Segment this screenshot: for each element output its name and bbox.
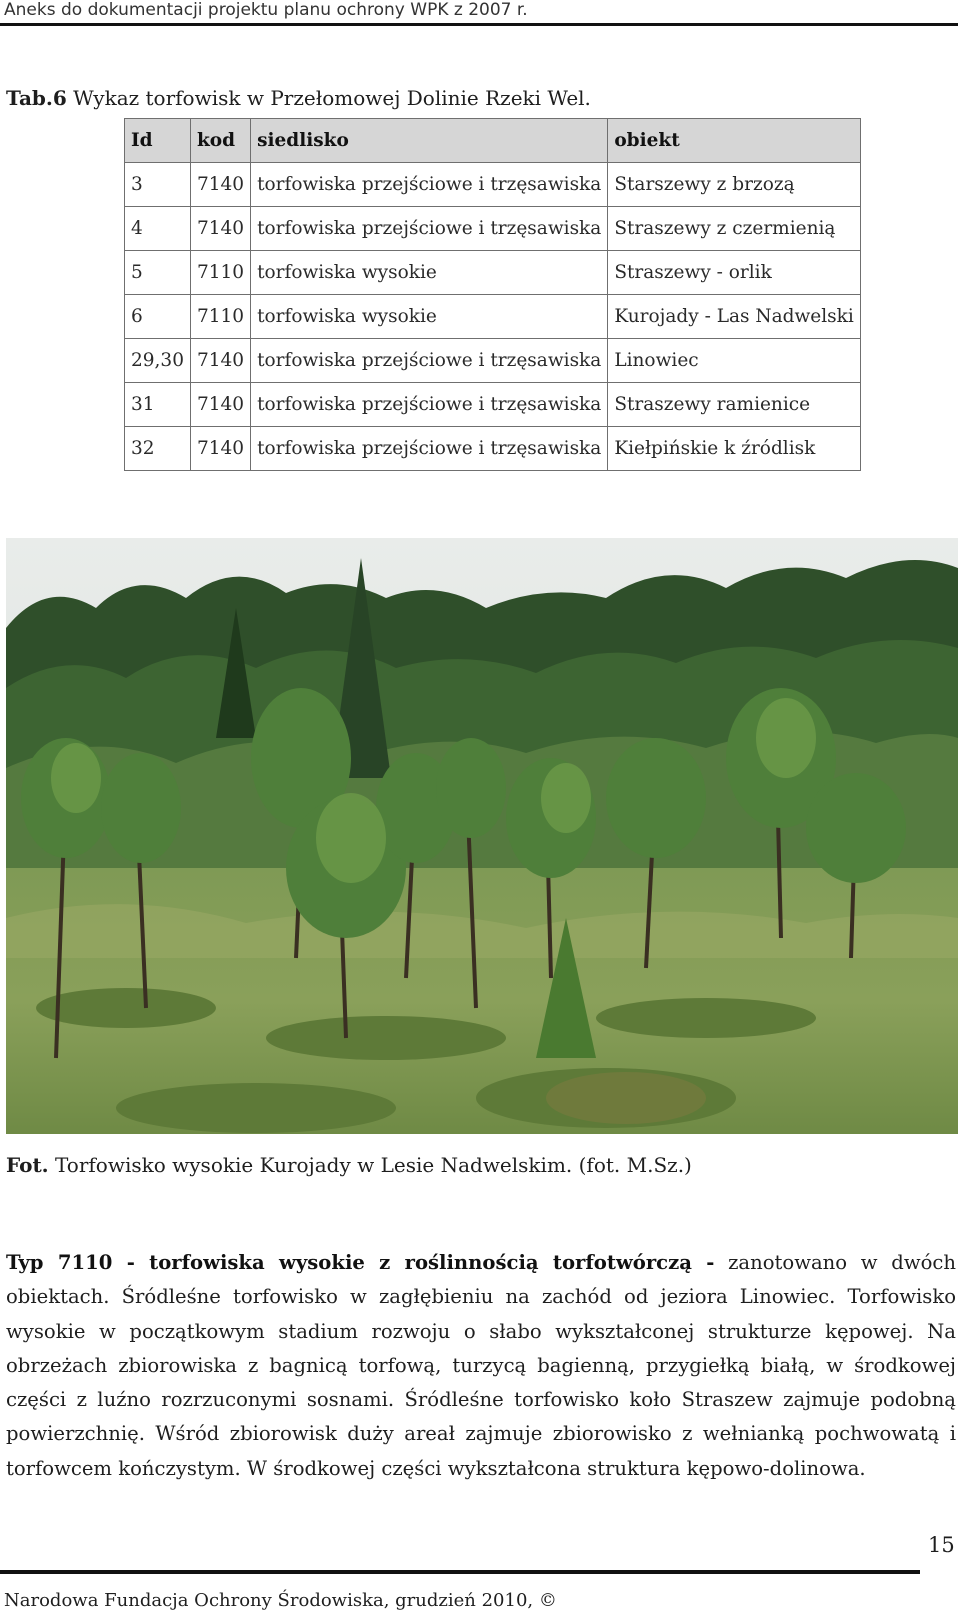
- cell-obiekt: Straszewy - orlik: [608, 251, 860, 295]
- table-caption-label: Tab.6: [6, 86, 67, 110]
- cell-id: 32: [125, 427, 191, 471]
- cell-kod: 7140: [190, 427, 250, 471]
- cell-siedlisko: torfowiska wysokie: [251, 295, 608, 339]
- table-row: [125, 427, 861, 471]
- column-header-obiekt: obiekt: [608, 119, 860, 163]
- cell-siedlisko: torfowiska przejściowe i trzęsawiska: [251, 163, 608, 207]
- cell-siedlisko: torfowiska wysokie: [251, 251, 608, 295]
- cell-siedlisko: torfowiska przejściowe i trzęsawiska: [251, 339, 608, 383]
- cell-obiekt: Straszewy ramienice: [608, 383, 860, 427]
- cell-obiekt: Kiełpińskie k źródlisk: [608, 427, 860, 471]
- table-row: [125, 339, 861, 383]
- cell-id: 4: [125, 207, 191, 251]
- cell-kod: 7110: [190, 251, 250, 295]
- cell-obiekt: Kurojady - Las Nadwelski: [608, 295, 860, 339]
- cell-id: 31: [125, 383, 191, 427]
- table-row: [125, 163, 861, 207]
- cell-id: 29,30: [125, 339, 191, 383]
- table-caption: [6, 86, 591, 110]
- peatland-table: [124, 118, 861, 471]
- column-header-id: Id: [125, 119, 191, 163]
- cell-obiekt: Straszewy z czermienią: [608, 207, 860, 251]
- table-header-row: [125, 119, 861, 163]
- cell-kod: 7110: [190, 295, 250, 339]
- cell-siedlisko: torfowiska przejściowe i trzęsawiska: [251, 383, 608, 427]
- body-paragraph: [6, 1246, 956, 1486]
- cell-siedlisko: torfowiska przejściowe i trzęsawiska: [251, 207, 608, 251]
- photo-caption-label: Fot.: [6, 1153, 49, 1177]
- header-divider: [0, 23, 958, 26]
- running-footer: Narodowa Fundacja Ochrony Środowiska, grudzień 2010, ©: [4, 1590, 557, 1611]
- table-row: [125, 207, 861, 251]
- paragraph-body: zanotowano w dwóch obiektach. Śródleśne torfowisko w zagłębieniu na zachód od jeziora Linowiec. Torfowisko wysokie w początkowym stadium rozwoju o słabo wykształconej strukturze kępowej. Na obrzeżach zbiorowiska z bagnicą torfową, turzycą bagienną, przygiełką białą, w środkowej części z luźno rozrzuconymi sosnami. Śródleśne torfowisko koło Straszew zajmuje podobną powierzchnię. Wśród zbiorowisk duży areał zajmuje zbiorowisko z wełnianką pochwowatą i torfowcem kończystym. W środkowej części wykształcona struktura kępowo-dolinowa.: [6, 1251, 956, 1480]
- page-number: 15: [928, 1533, 955, 1557]
- table-row: [125, 383, 861, 427]
- photo-caption-text: Torfowisko wysokie Kurojady w Lesie Nadwelskim. (fot. M.Sz.): [48, 1153, 692, 1177]
- cell-id: 6: [125, 295, 191, 339]
- table-row: [125, 251, 861, 295]
- running-header: Aneks do dokumentacji projektu planu ochrony WPK z 2007 r.: [4, 0, 528, 20]
- cell-id: 5: [125, 251, 191, 295]
- table-row: [125, 295, 861, 339]
- cell-obiekt: Starszewy z brzozą: [608, 163, 860, 207]
- photo-caption: [6, 1153, 692, 1177]
- cell-obiekt: Linowiec: [608, 339, 860, 383]
- paragraph-lead: Typ 7110 - torfowiska wysokie z roślinnością torfotwórczą -: [6, 1251, 715, 1274]
- cell-kod: 7140: [190, 163, 250, 207]
- footer-divider: [0, 1570, 920, 1574]
- cell-kod: 7140: [190, 339, 250, 383]
- column-header-kod: kod: [190, 119, 250, 163]
- cell-id: 3: [125, 163, 191, 207]
- cell-kod: 7140: [190, 207, 250, 251]
- bog-photograph: [6, 538, 958, 1134]
- cell-kod: 7140: [190, 383, 250, 427]
- table-caption-text: Wykaz torfowisk w Przełomowej Dolinie Rzeki Wel.: [66, 86, 591, 110]
- cell-siedlisko: torfowiska przejściowe i trzęsawiska: [251, 427, 608, 471]
- column-header-siedlisko: siedlisko: [251, 119, 608, 163]
